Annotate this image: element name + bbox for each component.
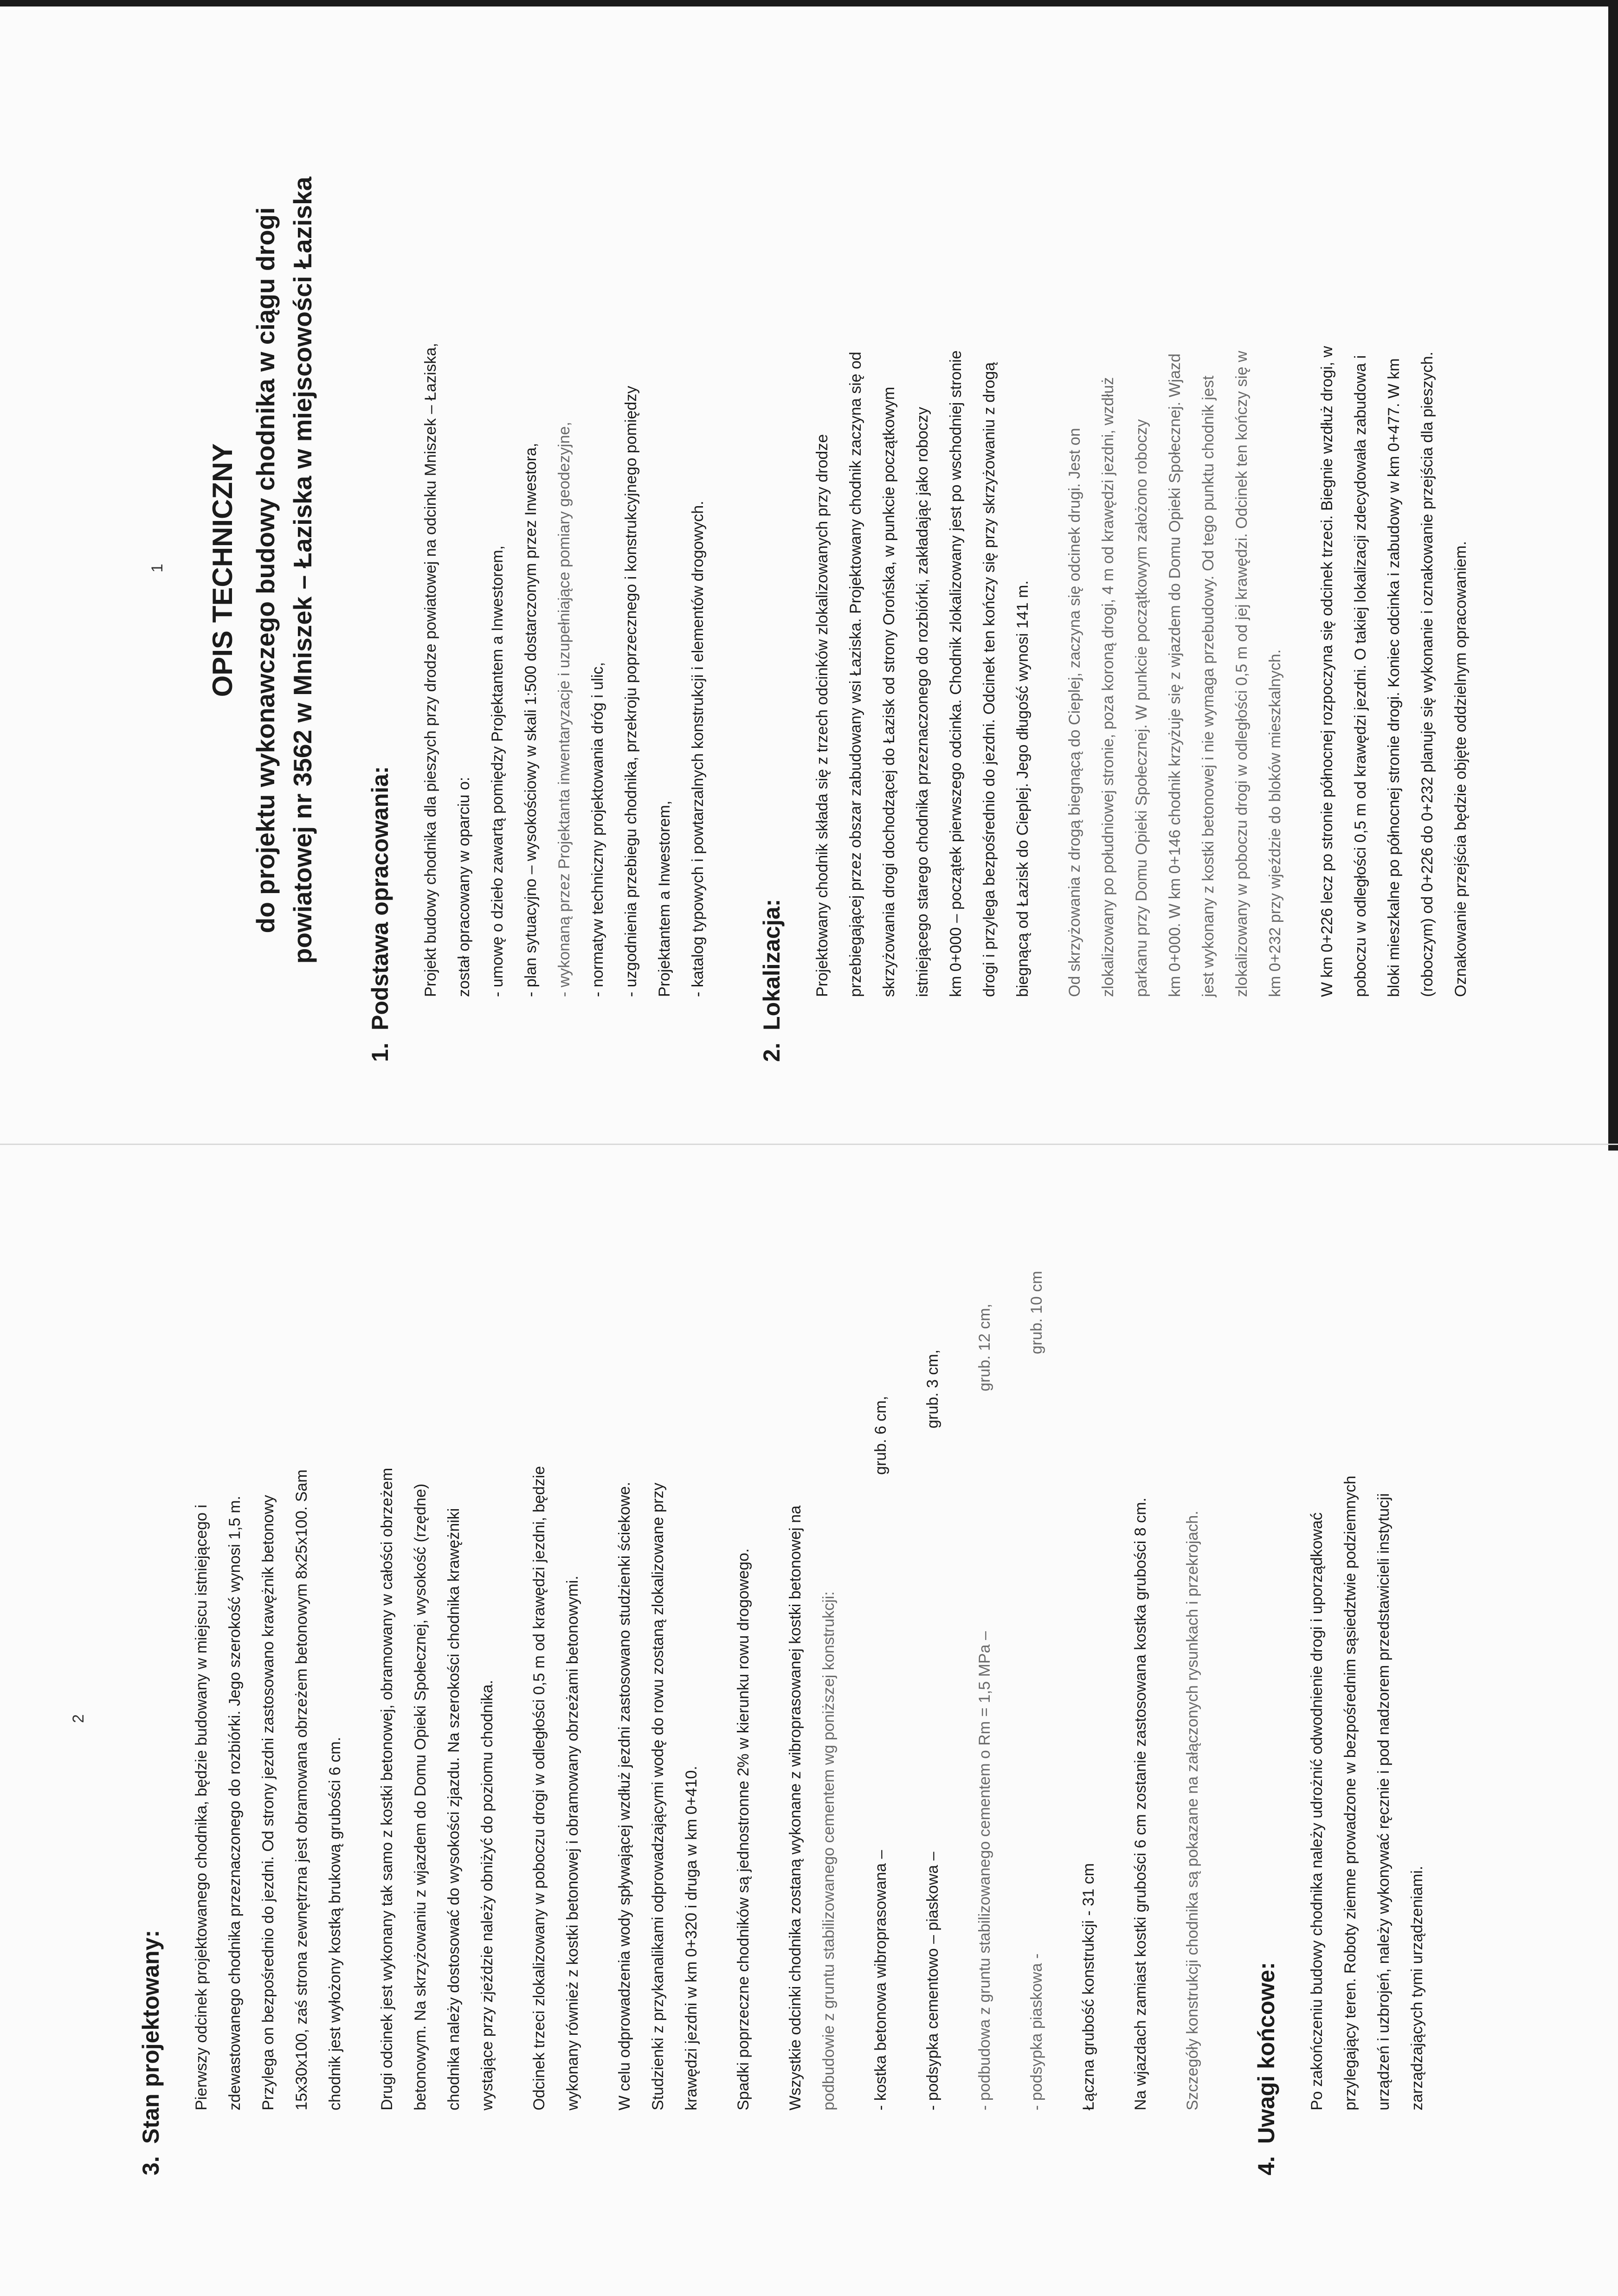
- text-line: zlokalizowany w poboczu drogi w odległości 0,5 m od jej krawędzi. Odcinek ten kończy się w: [1233, 351, 1251, 997]
- list-item: - wykonaną przez Projektanta inwentaryzacje i uzupełniające pomiary geodezyjne,: [555, 422, 573, 997]
- paragraph: [1310, 78, 1477, 1062]
- text-line: Pierwszy odcinek projektowanego chodnika, będzie budowany w miejscu istniejącego i: [193, 1505, 210, 2110]
- paragraph: [522, 1206, 589, 2175]
- layer-thickness: grub. 6 cm,: [872, 1396, 890, 1475]
- paragraph: [185, 1206, 352, 2175]
- text-line: km 0+000 – początek pierwszego odcinka. Chodnik zlokalizowany jest po wschodniej stronie: [947, 350, 965, 997]
- text-line: Projektowany chodnik składa się z trzech odcinków zlokalizowanych przy drodze: [813, 434, 831, 997]
- text-line: skrzyżowania drogi dochodzącej do Łazisk od strony Orońska, w punkcie początkowym: [880, 386, 898, 997]
- construction-list: [864, 1206, 1053, 2175]
- list-item: - katalog typowych i powtarzalnych konstrukcji i elementów drogowych.: [689, 501, 707, 997]
- page-number: 2: [70, 1714, 87, 1723]
- page-2: [0, 1155, 1618, 2296]
- section-title: Uwagi końcowe:: [1253, 1962, 1279, 2144]
- total-thickness: Łączna grubość konstrukcji - 31 cm: [1080, 1863, 1097, 2110]
- layer-name: - podsypka piaskowa -: [1028, 1953, 1045, 2110]
- text-line: Odcinek trzeci zlokalizowany w poboczu drogi w odległości 0,5 m od krawędzi jezdni, będzie: [530, 1466, 548, 2110]
- section-heading: [135, 1206, 167, 2175]
- text-line: został opracowany w oparciu o:: [455, 777, 473, 997]
- text-line: (roboczym) od 0+226 do 0+232 planuje się wykonanie i oznakowanie przejścia dla pieszych.: [1418, 351, 1436, 997]
- text-line: Przylega on bezpośrednio do jezdni. Od strony jezdni zastosowano krawężnik betonowy: [259, 1495, 277, 2110]
- layer-thickness: grub. 3 cm,: [924, 1349, 941, 1428]
- text-line: biegnącą od Łazisk do Cieplej. Jego długość wynosi 141 m.: [1014, 580, 1031, 997]
- text-line: przylegający teren. Roboty ziemne prowadzone w bezpośrednim sąsiedztwie podziemnych: [1341, 1475, 1359, 2110]
- paragraph: [1176, 1206, 1209, 2175]
- text-line: Oznakowanie przejścia będzie objęte oddzielnym opracowaniem.: [1452, 541, 1470, 997]
- text-line: 15x30x100, zaś strona zewnętrzna jest obramowana obrzeżem betonowym 8x25x100. Sam: [293, 1469, 310, 2110]
- paragraph: [779, 1206, 845, 2175]
- text-line: krawędzi jezdni w km 0+320 i druga w km 0+410.: [683, 1766, 700, 2110]
- text-line: Na wjazdach zamiast kostki grubości 6 cm zostanie zastosowana kostka grubości 8 cm.: [1132, 1498, 1149, 2110]
- text-line: Projekt budowy chodnika dla pieszych przy drodze powiatowej na odcinku Mniszek – Łaziska,: [422, 343, 439, 997]
- document-subtitle-line: do projektu wykonawczego budowy chodnika w ciągu drogi: [251, 207, 280, 933]
- section-number: 3.: [138, 2156, 164, 2175]
- text-line: chodnika należy dostosować do wysokości zjazdu. Na szerokości chodnika krawężniki: [445, 1508, 463, 2110]
- layer-name: - podsypka cementowo – piaskowa –: [924, 1852, 941, 2110]
- section-title: Lokalizacja:: [759, 899, 785, 1030]
- text-line: Drugi odcinek jest wykonany tak samo z kostki betonowej, obramowany w całości obrzeżem: [378, 1467, 396, 2110]
- layer-thickness: grub. 12 cm,: [976, 1304, 993, 1391]
- section-heading: [364, 78, 396, 1062]
- page-2-content: [135, 1206, 1434, 2175]
- text-line: drogi i przylega bezpośrednio do jezdni. Odcinek ten kończy się przy skrzyżowaniu z drogą: [980, 362, 998, 997]
- paragraph: [727, 1206, 760, 2175]
- page-1-content: [204, 78, 1477, 1062]
- text-line: parkanu przy Domu Opieki Społecznej. W punkcie początkowym założono roboczy: [1133, 419, 1150, 997]
- text-line: Projektantem a Inwestorem,: [656, 800, 673, 997]
- text-line: zdewastowanego chodnika przeznaczonego do rozbiórki. Jego szerokość wynosi 1,5 m.: [226, 1496, 244, 2110]
- text-line: W km 0+226 lecz po stronie północnej rozpoczyna się odcinek trzeci. Biegnie wzdłuż drogi, w: [1318, 346, 1336, 997]
- text-line: jest wykonany z kostki betonowej i nie wymaga przebudowy. Od tego punktu chodnik jest: [1199, 375, 1217, 997]
- text-line: istniejącego starego chodnika przeznaczonego do rozbiórki, zakładając jako roboczy: [914, 407, 931, 997]
- text-line: przebiegającej przez obszar zabudowany wsi Łaziska. Projektowany chodnik zaczyna się od: [847, 352, 864, 997]
- section-number: 1.: [367, 1042, 393, 1062]
- section-title: Stan projektowany:: [138, 1929, 164, 2144]
- page-number: 1: [148, 564, 166, 572]
- construction-layer: [968, 1206, 1001, 2110]
- paragraph: [414, 78, 715, 1062]
- paragraph: [1300, 1206, 1434, 2175]
- text-line: Studzienki z przykanalikami odprowadzającymi wodę do rowu zostaną zlokalizowane przy: [649, 1482, 667, 2110]
- construction-layer: [864, 1206, 897, 2110]
- paragraph: [608, 1206, 708, 2175]
- text-line: wystające przy zjeździe należy obniżyć do poziomu chodnika.: [478, 1680, 496, 2110]
- section-heading: [1250, 1206, 1283, 2175]
- text-line: bloki mieszkalne po północnej stronie drogi. Koniec odcinka i zabudowy w km 0+477. W km: [1385, 358, 1403, 997]
- text-line: Szczegóły konstrukcji chodnika są pokazane na załączonych rysunkach i przekrojach.: [1184, 1511, 1201, 2110]
- layer-thickness: grub. 10 cm: [1028, 1271, 1045, 1354]
- text-line: chodnik jest wyłożony kostką brukową grubości 6 cm.: [326, 1736, 344, 2110]
- page-1: [0, 0, 1618, 1136]
- section-number: 4.: [1253, 2156, 1279, 2175]
- document-title: OPIS TECHNICZNY: [207, 443, 238, 697]
- text-line: zlokalizowany po południowej stronie, poza koroną drogi, 4 m od krawędzi jezdni, wzdłuż: [1099, 377, 1117, 997]
- construction-layer: [1020, 1206, 1053, 2110]
- text-line: Od skrzyżowania z drogą biegnącą do Cieplej, zaczyna się odcinek drugi. Jest on: [1066, 428, 1083, 997]
- layer-name: - podbudowa z gruntu stabilizowanego cementem o Rm = 1,5 MPa –: [976, 1631, 993, 2110]
- text-line: Wszystkie odcinki chodnika zostaną wykonane z wibroprasowanej kostki betonowej na: [786, 1505, 804, 2110]
- list-item: - normatyw techniczny projektowania dróg i ulic,: [589, 662, 606, 997]
- text-line: wykonany również z kostki betonowej i obramowany obrzeżami betonowymi.: [564, 1576, 581, 2110]
- paragraph: [1058, 78, 1292, 1062]
- list-item: - plan sytuacyjno – wysokościowy w skali 1:500 dostarczonym przez Inwestora,: [522, 443, 540, 997]
- list-item: - uzgodnienia przebiegu chodnika, przekroju poprzecznego i konstrukcyjnego pomiędzy: [622, 386, 640, 997]
- text-line: W celu odprowadzenia wody spływającej wzdłuż jezdni zastosowano studzienki ściekowe.: [616, 1481, 633, 2110]
- section-heading: [755, 78, 788, 1062]
- paragraph: [370, 1206, 504, 2175]
- text-line: Spadki poprzeczne chodników są jednostronne 2% w kierunku rowu drogowego.: [735, 1548, 752, 2110]
- text-line: betonowym. Na skrzyżowaniu z wjazdem do Domu Opieki Społecznej, wysokość (rzędne): [412, 1483, 429, 2110]
- section-title: Podstawa opracowania:: [367, 766, 393, 1030]
- text-line: zarządzających tymi urządzeniami.: [1408, 1865, 1426, 2110]
- construction-layer: [916, 1206, 949, 2110]
- paragraph: [1072, 1206, 1105, 2175]
- section-number: 2.: [759, 1042, 785, 1062]
- text-line: urządzeń i uzbrojeń, należy wykonywać ręcznie i pod nadzorem przedstawicieli instytucji: [1375, 1493, 1392, 2110]
- text-line: poboczu w odległości 0,5 m od krawędzi jezdni. O takiej lokalizacji zdecydowała zabudowa i: [1352, 355, 1369, 997]
- text-line: km 0+000. W km 0+146 chodnik krzyżuje się z wjazdem do Domu Opieki Społecznej. Wjazd: [1166, 353, 1184, 997]
- list-item: - umowę o dzieło zawartą pomiędzy Projektantem a Inwestorem,: [489, 545, 506, 997]
- paragraph: [1124, 1206, 1157, 2175]
- layer-name: - kostka betonowa wibroprasowana –: [872, 1850, 890, 2110]
- paragraph: [806, 78, 1039, 1062]
- text-line: km 0+232 przy wjeździe do bloków mieszkalnych.: [1266, 649, 1284, 997]
- document-subtitle-line: powiatowej nr 3562 w Mniszek – Łaziska w miejscowości Łaziska: [288, 176, 317, 964]
- text-line: Po zakończeniu budowy chodnika należy udrożnić odwodnienie drogi i uporządkować: [1308, 1512, 1326, 2110]
- text-line: podbudowie z gruntu stabilizowanego cementem wg poniższej konstrukcji:: [820, 1591, 838, 2110]
